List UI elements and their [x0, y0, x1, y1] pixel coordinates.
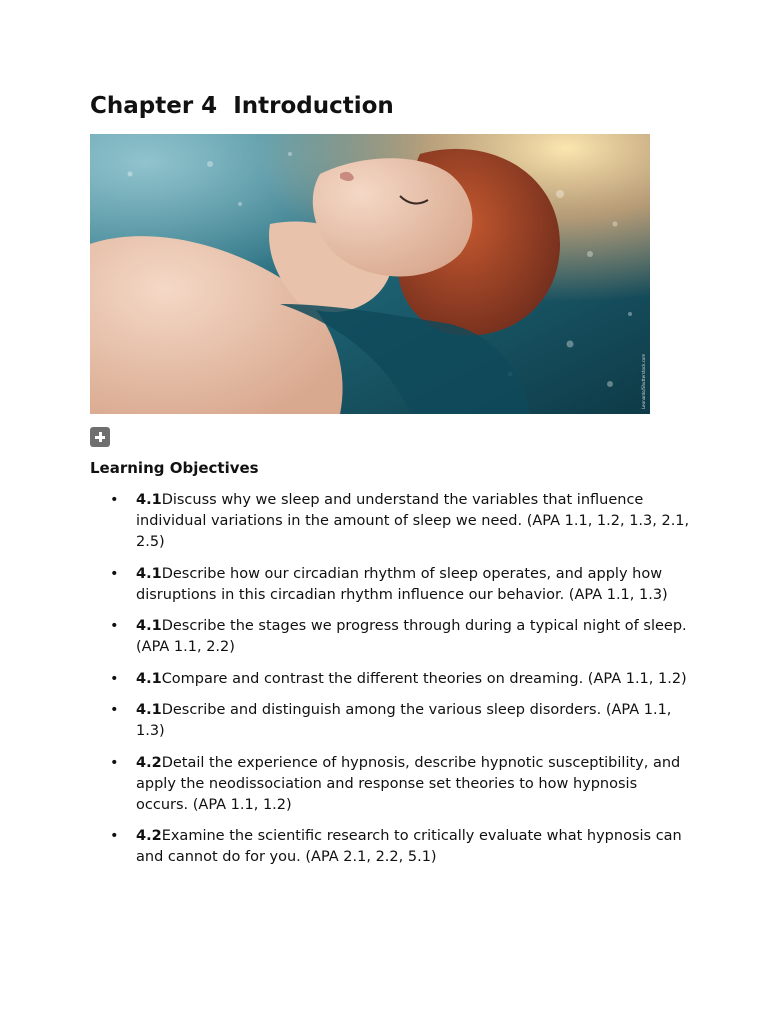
objective-number: 4.1: [136, 492, 162, 508]
objective-number: 4.1: [136, 618, 162, 634]
objective-number: 4.2: [136, 828, 162, 844]
image-credit: Leonardo/Shutterstock.com: [641, 353, 646, 409]
objective-text: Describe the stages we progress through during a typical night of sleep. (APA 1.1, 2.2): [136, 618, 687, 655]
expand-image-button[interactable]: [90, 427, 110, 447]
list-item: • 4.2Examine the scientific research to critically evaluate what hypnosis can and cannot do for you. (APA 2.1, 2.2, 5.1): [110, 828, 682, 865]
list-item: • 4.1Describe and distinguish among the various sleep disorders. (APA 1.1, 1.3): [110, 702, 672, 739]
objective-text: Describe how our circadian rhythm of sleep operates, and apply how disruptions in this circadian rhythm influence our behavior. (APA 1.1, 1.3): [136, 565, 668, 603]
learning-objectives-heading: Learning Objectives: [90, 459, 259, 477]
list-item: • 4.1Discuss why we sleep and understand the variables that influence individual variations in the amount of sleep we need. (APA 1.1, 1.2, 1.3, 2.1, 2.5): [110, 492, 690, 550]
chapter-hero-image: [90, 134, 650, 414]
objective-text: Detail the experience of hypnosis, describe hypnotic susceptibility, and apply the neodissociation and response set theories to how hypnosis occurs. (APA 1.1, 1.2): [136, 754, 681, 813]
objective-text: Compare and contrast the different theories on dreaming. (APA 1.1, 1.2): [161, 670, 687, 687]
list-item: • 4.1Describe the stages we progress through during a typical night of sleep. (APA 1.1, 2.2): [110, 618, 687, 655]
objective-text: Describe and distinguish among the various sleep disorders. (APA 1.1, 1.3): [136, 702, 672, 739]
sleeping-woman-illustration: [90, 134, 650, 414]
learning-objectives-list: [90, 490, 690, 879]
objective-number: 4.1: [136, 702, 162, 718]
list-item: • 4.1Describe how our circadian rhythm of sleep operates, and apply how disruptions in this circadian rhythm influence our behavior. (APA 1.1, 1.3): [110, 565, 668, 603]
objective-text: Discuss why we sleep and understand the variables that influence individual variations in the amount of sleep we need. (APA 1.1, 1.2, 1.3, 2.1, 2.5): [136, 492, 690, 550]
objective-number: 4.1: [136, 670, 162, 687]
objective-number: 4.1: [136, 565, 162, 582]
list-item: • 4.2Detail the experience of hypnosis, describe hypnotic susceptibility, and apply the neodissociation and response set theories to how hypnosis occurs. (APA 1.1, 1.2): [110, 754, 681, 813]
list-item: • 4.1Compare and contrast the different theories on dreaming. (APA 1.1, 1.2): [110, 670, 687, 687]
page-title: Chapter 4 Introduction: [90, 93, 394, 119]
objective-text: Examine the scientific research to critically evaluate what hypnosis can and cannot do for you. (APA 2.1, 2.2, 5.1): [136, 828, 682, 865]
objective-number: 4.2: [136, 754, 162, 771]
